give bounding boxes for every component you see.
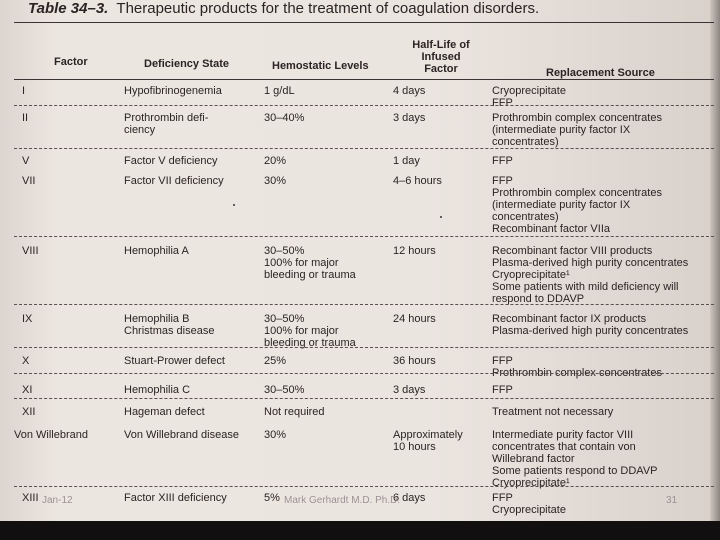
header-half-life-line1: Half-Life of: [412, 39, 470, 51]
cell-line: 30–50%: [264, 313, 305, 325]
cell-line: IX: [22, 313, 33, 325]
cell-line: Factor XIII deficiency: [124, 492, 227, 504]
cell-line: bleeding or trauma: [264, 337, 356, 349]
table-cell-half-life: [393, 245, 436, 257]
table-cell-replacement: [492, 245, 688, 305]
cell-line: 100% for major: [264, 325, 339, 337]
cell-line: Christmas disease: [124, 325, 215, 337]
cell-line: Plasma-derived high purity concentrates: [492, 325, 689, 337]
table-cell-factor: [22, 406, 35, 418]
header-half-life: [406, 39, 476, 75]
table-cell-deficiency: [124, 384, 190, 396]
cell-line: (intermediate purity factor IX: [492, 199, 631, 211]
cell-line: FFP: [492, 97, 513, 109]
table-cell-deficiency: [124, 245, 189, 257]
header-hemostatic-levels: Hemostatic Levels: [272, 60, 369, 72]
cell-line: Cryoprecipitate: [492, 85, 566, 97]
table-cell-levels: [264, 406, 325, 418]
cell-line: ciency: [124, 124, 156, 136]
cell-line: 4 days: [393, 85, 426, 97]
table-cell-deficiency: [124, 492, 227, 504]
table-cell-factor: [22, 112, 28, 124]
footer-author: Mark Gerhardt M.D. Ph.D.: [284, 495, 401, 506]
table-cell-half-life: [393, 85, 425, 97]
cell-line: Prothrombin defi-: [124, 112, 209, 124]
cell-line: I: [22, 85, 26, 97]
cell-line: Prothrombin complex concentrates: [492, 112, 662, 124]
table-cell-deficiency: [124, 313, 214, 337]
cell-line: Hypofibrinogenemia: [124, 85, 222, 97]
row-divider: [14, 398, 714, 399]
table-cell-factor: [22, 175, 35, 187]
table-title: Therapeutic products for the treatment of coagulation disorders.: [116, 0, 540, 17]
cell-line: Prothrombin complex concentrates: [492, 187, 662, 199]
table-cell-replacement: [492, 112, 662, 148]
header-deficiency-state: Deficiency State: [144, 58, 229, 70]
cell-line: 30%: [264, 429, 287, 441]
cell-line: Some patients respond to DDAVP: [492, 465, 658, 477]
row-divider: [14, 236, 714, 237]
table-cell-replacement: [492, 155, 513, 167]
cell-line: 30–40%: [264, 112, 305, 124]
cell-line: 30%: [264, 175, 287, 187]
table-cell-levels: [264, 85, 295, 97]
cell-line: FFP: [492, 355, 513, 367]
cell-line: FFP: [492, 492, 513, 504]
cell-line: 30–50%: [264, 245, 305, 257]
cell-line: Cryoprecipitate¹: [492, 477, 570, 489]
row-divider: [14, 148, 714, 149]
table-cell-deficiency: [124, 155, 218, 167]
table-cell-factor: [22, 313, 32, 325]
row-divider: [14, 373, 714, 374]
cell-line: Stuart-Prower defect: [124, 355, 225, 367]
cell-line: concentrates that contain von: [492, 441, 636, 453]
header-replacement-source: Replacement Source: [546, 67, 655, 79]
table-cell-replacement: [492, 384, 513, 396]
table-cell-replacement: [492, 355, 662, 379]
table-cell-half-life: [393, 355, 436, 367]
cell-line: Von Willebrand: [14, 429, 88, 441]
table-cell-replacement: [492, 429, 658, 489]
table-cell-levels: [264, 492, 280, 504]
table-cell-replacement: [492, 313, 688, 337]
cell-line: concentrates): [492, 211, 559, 223]
header-rule: [14, 79, 714, 80]
cell-line: FFP: [492, 175, 513, 187]
table-cell-levels: [264, 313, 356, 349]
table-cell-half-life: [393, 175, 442, 187]
cell-line: 5%: [264, 492, 280, 504]
table-cell-half-life: [393, 429, 463, 453]
table-cell-deficiency: [124, 406, 205, 418]
row-divider: [14, 486, 714, 487]
table-cell-replacement: [492, 492, 566, 516]
cell-line: Approximately: [393, 429, 463, 441]
cell-line: 20%: [264, 155, 287, 167]
cell-line: 12 hours: [393, 245, 436, 257]
table-cell-factor: [22, 245, 39, 257]
cell-line: II: [22, 112, 29, 124]
cell-line: Factor VII deficiency: [124, 175, 224, 187]
cell-line: Hemophilia B: [124, 313, 190, 325]
table-cell-half-life: [393, 112, 425, 124]
table-cell-levels: [264, 384, 304, 396]
cell-line: XI: [22, 384, 33, 396]
footer-bar: [0, 521, 720, 540]
cell-line: 10 hours: [393, 441, 436, 453]
cell-line: 25%: [264, 355, 287, 367]
speck: [440, 216, 442, 218]
cell-line: Prothrombin complex concentrates: [492, 367, 662, 379]
cell-line: Cryoprecipitate¹: [492, 269, 570, 281]
cell-line: 1 g/dL: [264, 85, 295, 97]
cell-line: Not required: [264, 406, 325, 418]
caption-rule: [14, 22, 714, 23]
cell-line: bleeding or trauma: [264, 269, 356, 281]
table-cell-levels: [264, 175, 286, 187]
header-half-life-line2: Infused: [421, 51, 461, 63]
table-cell-half-life: [393, 384, 425, 396]
cell-line: 100% for major: [264, 257, 339, 269]
table-cell-deficiency: [124, 85, 222, 97]
cell-line: 30–50%: [264, 384, 305, 396]
row-divider: [14, 347, 714, 348]
table-number: Table 34–3.: [28, 0, 109, 17]
cell-line: Recombinant factor IX products: [492, 313, 647, 325]
cell-line: 4–6 hours: [393, 175, 442, 187]
table-cell-factor: [22, 355, 29, 367]
table-cell-levels: [264, 112, 304, 124]
row-divider: [14, 304, 714, 305]
cell-line: Plasma-derived high purity concentrates: [492, 257, 689, 269]
header-half-life-line3: Factor: [424, 63, 458, 75]
cell-line: FFP: [492, 384, 513, 396]
cell-line: concentrates): [492, 136, 559, 148]
cell-line: 3 days: [393, 112, 426, 124]
table-caption: [28, 0, 539, 17]
table-cell-half-life: [393, 155, 420, 167]
cell-line: X: [22, 355, 30, 367]
cell-line: 6 days: [393, 492, 426, 504]
cell-line: FFP: [492, 155, 513, 167]
table-cell-factor: [22, 85, 25, 97]
speck: [233, 204, 235, 206]
cell-line: Willebrand factor: [492, 453, 575, 465]
row-divider: [14, 105, 714, 106]
cell-line: Hemophilia C: [124, 384, 191, 396]
table-cell-levels: [264, 429, 286, 441]
cell-line: Recombinant factor VIIa: [492, 223, 611, 235]
cell-line: 3 days: [393, 384, 426, 396]
footer-page-number: 31: [666, 495, 678, 506]
cell-line: Some patients with mild deficiency will: [492, 281, 679, 293]
table-cell-levels: [264, 155, 286, 167]
cell-line: respond to DDAVP: [492, 293, 585, 305]
table-cell-factor: [22, 492, 39, 504]
table-cell-deficiency: [124, 355, 225, 367]
cell-line: 36 hours: [393, 355, 436, 367]
cell-line: Recombinant factor VIII products: [492, 245, 653, 257]
cell-line: Hemophilia A: [124, 245, 189, 257]
cell-line: V: [22, 155, 30, 167]
table-cell-deficiency: [124, 175, 224, 187]
cell-line: Cryoprecipitate: [492, 504, 566, 516]
cell-line: Hageman defect: [124, 406, 205, 418]
cell-line: Treatment not necessary: [492, 406, 614, 418]
table-cell-deficiency: [124, 112, 208, 136]
cell-line: 24 hours: [393, 313, 436, 325]
cell-line: (intermediate purity factor IX: [492, 124, 631, 136]
table-cell-half-life: [393, 313, 436, 325]
table-cell-factor: [22, 384, 32, 396]
table-cell-replacement: [492, 175, 662, 235]
table-cell-factor: [14, 429, 88, 441]
table-cell-factor: [22, 155, 29, 167]
footer-date: Jan-12: [42, 495, 73, 506]
header-factor: Factor: [54, 56, 88, 68]
page-edge-shadow: [710, 0, 720, 540]
cell-line: 1 day: [393, 155, 420, 167]
cell-line: Factor V deficiency: [124, 155, 218, 167]
cell-line: XII: [22, 406, 36, 418]
table-cell-levels: [264, 355, 286, 367]
table-cell-deficiency: [124, 429, 239, 441]
cell-line: VIII: [22, 245, 39, 257]
cell-line: VII: [22, 175, 36, 187]
cell-line: XIII: [22, 492, 39, 504]
cell-line: Von Willebrand disease: [124, 429, 239, 441]
table-cell-replacement: [492, 406, 613, 418]
table-cell-levels: [264, 245, 356, 281]
cell-line: Intermediate purity factor VIII: [492, 429, 634, 441]
